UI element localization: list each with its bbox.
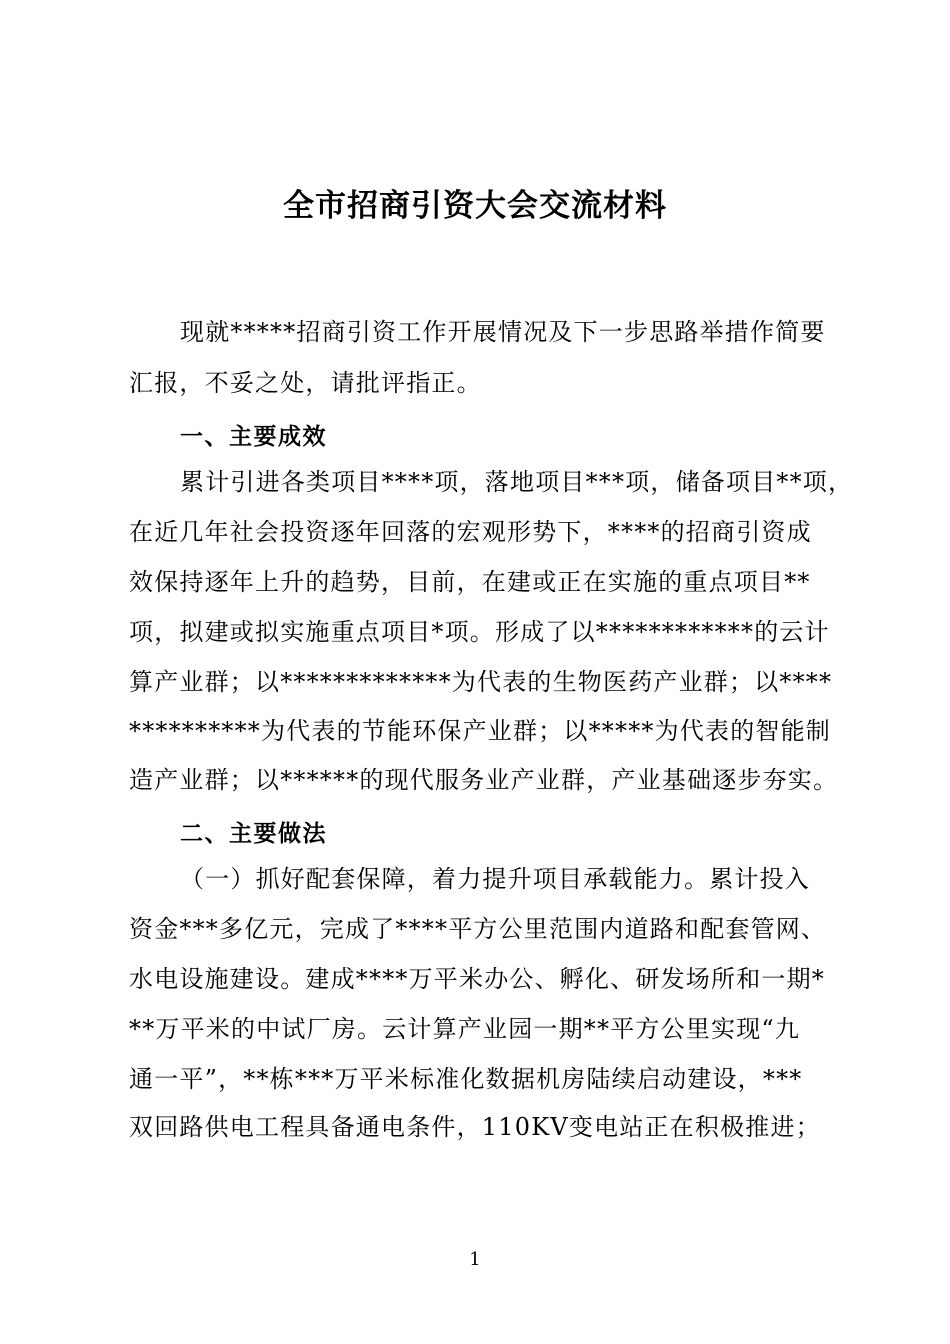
section-1-heading: 一、主要成效 bbox=[180, 424, 327, 450]
section-1-line-5: 算产业群；以*************为代表的生物医药产业群；以**** bbox=[129, 668, 833, 696]
section-1-line-7: 造产业群；以******的现代服务业产业群，产业基础逐步夯实。 bbox=[129, 766, 839, 794]
intro-line-2: 汇报，不妥之处，请批评指正。 bbox=[129, 369, 482, 397]
section-1-line-6: **********为代表的节能环保产业群；以*****为代表的智能制 bbox=[129, 717, 831, 745]
section-2-heading: 二、主要做法 bbox=[180, 821, 327, 847]
section-2-line-1: （一）抓好配套保障，着力提升项目承载能力。累计投入 bbox=[180, 865, 810, 893]
intro-line-1: 现就*****招商引资工作开展情况及下一步思路举措作简要 bbox=[180, 318, 826, 346]
page-number: 1 bbox=[469, 1249, 481, 1270]
section-1-line-4: 项，拟建或拟实施重点项目*项。形成了以************的云计 bbox=[129, 618, 830, 646]
section-1-line-2: 在近几年社会投资逐年回落的宏观形势下，****的招商引资成 bbox=[129, 518, 812, 546]
section-2-line-2: 资金***多亿元，完成了****平方公里范围内道路和配套管网、 bbox=[129, 915, 827, 943]
document-title: 全市招商引资大会交流材料 bbox=[283, 188, 667, 224]
section-2-line-5: 通一平”，**栋***万平米标准化数据机房陆续启动建设，*** bbox=[129, 1065, 803, 1093]
section-2-line-3: 水电设施建设。建成****万平米办公、孵化、研发场所和一期* bbox=[129, 965, 825, 993]
section-2-line-4: **万平米的中试厂房。云计算产业园一期**平方公里实现“九 bbox=[129, 1015, 801, 1043]
section-2-line-6: 双回路供电工程具备通电条件，110KV变电站正在积极推进； bbox=[129, 1113, 821, 1141]
section-1-line-3: 效保持逐年上升的趋势，目前，在建或正在实施的重点项目** bbox=[129, 568, 811, 596]
section-1-line-1: 累计引进各类项目****项，落地项目***项，储备项目**项， bbox=[180, 468, 854, 496]
